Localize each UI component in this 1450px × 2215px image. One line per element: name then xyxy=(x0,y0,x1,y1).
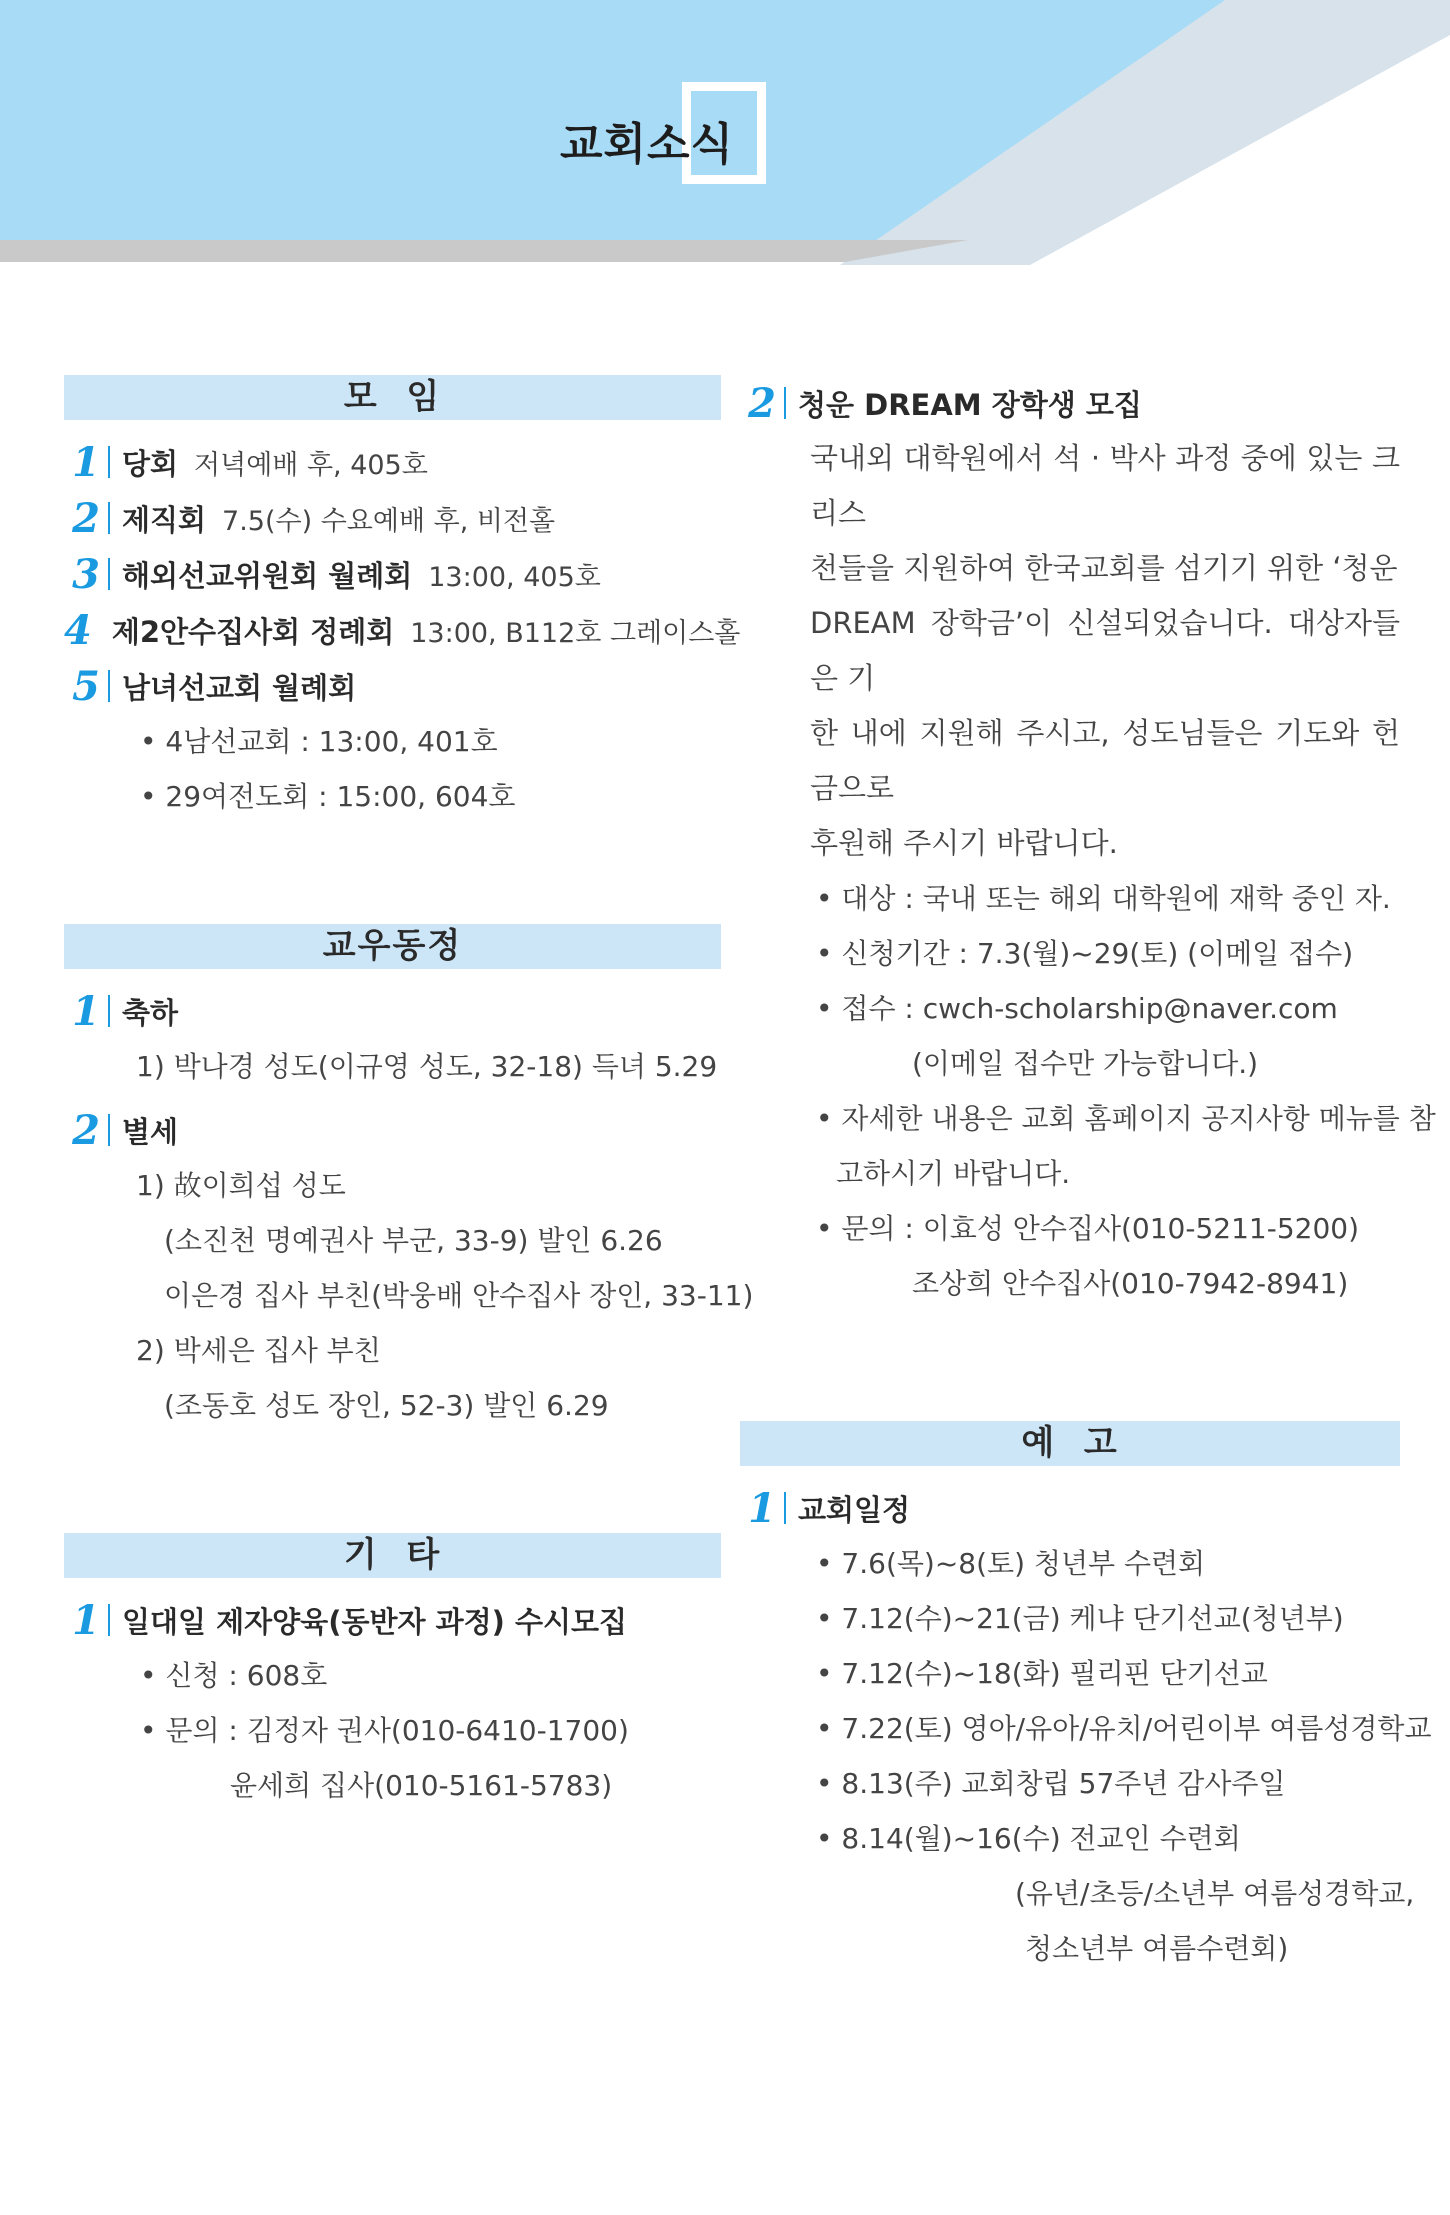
paragraph-line: 국내외 대학원에서 석 · 박사 과정 중에 있는 크리스 xyxy=(810,441,1400,530)
list-item: (이메일 접수만 가능합니다.) xyxy=(912,1047,1259,1080)
list-item: 1) 故이희섭 성도 xyxy=(136,1169,346,1202)
item-number: 1 xyxy=(72,1596,100,1644)
list-item: 조상희 안수집사(010-7942-8941) xyxy=(912,1267,1349,1300)
list-item: • 자세한 내용은 교회 홈페이지 공지사항 메뉴를 참 xyxy=(740,1091,1400,1146)
schedule-item: • 7.6(목)~8(토) 청년부 수련회 xyxy=(740,1536,1400,1591)
divider xyxy=(108,1114,110,1146)
list-item: 이은경 집사 부친(박웅배 안수집사 장인, 33-11) xyxy=(164,1279,754,1312)
item-number: 2 xyxy=(72,1106,100,1154)
schedule-item: • 7.12(수)~18(화) 필리핀 단기선교 xyxy=(740,1646,1400,1701)
item-detail: 13:00, 405호 xyxy=(428,561,601,593)
item-number: 1 xyxy=(72,438,100,486)
list-item: • 4남선교회 : 13:00, 401호 xyxy=(64,714,721,769)
divider xyxy=(108,502,110,534)
paragraph-line: 후원해 주시기 바랍니다. xyxy=(810,826,1118,860)
item-detail: 저녁예배 후, 405호 xyxy=(194,449,428,481)
item-title: 일대일 제자양육(동반자 과정) 수시모집 xyxy=(122,1604,628,1639)
section-header-gita: 기 타 xyxy=(64,1533,721,1578)
item-title: 청운 DREAM 장학생 모집 xyxy=(798,387,1142,422)
schedule-item-continued: 청소년부 여름수련회) xyxy=(1025,1932,1289,1965)
item-detail: 13:00, B112호 그레이스홀 xyxy=(410,617,741,649)
scholarship-paragraph xyxy=(740,431,1400,871)
right-column xyxy=(740,375,1436,1976)
moim-item-2 xyxy=(64,490,721,546)
divider xyxy=(108,670,110,702)
gyowoo-item-2 xyxy=(64,1102,721,1158)
list-item: • 접수 : cwch-scholarship@naver.com xyxy=(740,981,1400,1036)
item-number: 2 xyxy=(72,494,100,542)
gita-item-1 xyxy=(64,1592,721,1648)
paragraph-line: 천들을 지원하여 한국교회를 섬기기 위한 ‘청운 xyxy=(810,551,1398,585)
list-item: (조동호 성도 장인, 52-3) 발인 6.29 xyxy=(164,1389,609,1422)
moim-item-4 xyxy=(64,602,741,658)
schedule-item: • 8.14(월)~16(수) 전교인 수련회 xyxy=(740,1811,1400,1866)
item-title: 당회 xyxy=(122,446,179,481)
scholarship-item xyxy=(740,375,1400,431)
moim-item-1 xyxy=(64,434,721,490)
item-title: 교회일정 xyxy=(798,1492,911,1527)
left-column xyxy=(64,375,754,1813)
list-item: 윤세희 집사(010-5161-5783) xyxy=(230,1769,613,1802)
divider xyxy=(108,446,110,478)
schedule-item: • 7.22(토) 영아/유아/유치/어린이부 여름성경학교 xyxy=(740,1701,1400,1756)
yego-item-1 xyxy=(740,1480,1400,1536)
item-number: 3 xyxy=(72,550,100,598)
item-detail: 7.5(수) 수요예배 후, 비전홀 xyxy=(222,505,556,537)
item-title: 축하 xyxy=(122,995,179,1030)
item-number: 1 xyxy=(72,987,100,1035)
divider xyxy=(108,1604,110,1636)
section-header-moim: 모 임 xyxy=(64,375,721,420)
moim-item-3 xyxy=(64,546,721,602)
gyowoo-item-1 xyxy=(64,983,721,1039)
divider xyxy=(784,387,786,419)
item-title: 제직회 xyxy=(122,502,207,537)
schedule-item-continued: (유년/초등/소년부 여름성경학교, xyxy=(1015,1877,1415,1910)
list-item: • 신청기간 : 7.3(월)~29(토) (이메일 접수) xyxy=(740,926,1400,981)
item-number: 5 xyxy=(72,662,100,710)
item-title: 별세 xyxy=(122,1114,179,1149)
item-title: 해외선교위원회 월례회 xyxy=(122,558,413,593)
list-item: • 문의 : 김정자 권사(010-6410-1700) xyxy=(64,1703,721,1758)
item-number: 4 xyxy=(64,606,92,654)
schedule-item: • 7.12(수)~21(금) 케냐 단기선교(청년부) xyxy=(740,1591,1400,1646)
item-number: 1 xyxy=(748,1484,776,1532)
paragraph-line: DREAM 장학금’이 신설되었습니다. 대상자들은 기 xyxy=(810,606,1400,695)
item-title: 남녀선교회 월례회 xyxy=(122,670,357,705)
page-title: 교회소식 xyxy=(560,119,735,170)
list-item: • 29여전도회 : 15:00, 604호 xyxy=(64,769,721,824)
list-item: 1) 박나경 성도(이규영 성도, 32-18) 득녀 5.29 xyxy=(136,1050,718,1083)
item-title: 제2안수집사회 정례회 xyxy=(111,614,395,649)
list-item: 고하시기 바랍니다. xyxy=(836,1157,1071,1190)
divider xyxy=(108,558,110,590)
list-item: 2) 박세은 집사 부친 xyxy=(136,1334,381,1367)
list-item: • 신청 : 608호 xyxy=(64,1648,721,1703)
divider xyxy=(784,1492,786,1524)
list-item: • 문의 : 이효성 안수집사(010-5211-5200) xyxy=(740,1201,1400,1256)
section-header-yego: 예 고 xyxy=(740,1421,1400,1466)
header-banner xyxy=(0,0,1450,265)
schedule-item: • 8.13(주) 교회창립 57주년 감사주일 xyxy=(740,1756,1400,1811)
divider xyxy=(108,995,110,1027)
section-header-gyowoo: 교우동정 xyxy=(64,924,721,969)
list-item: • 대상 : 국내 또는 해외 대학원에 재학 중인 자. xyxy=(740,871,1400,926)
item-number: 2 xyxy=(748,379,776,427)
list-item: (소진천 명예권사 부군, 33-9) 발인 6.26 xyxy=(164,1224,663,1257)
paragraph-line: 한 내에 지원해 주시고, 성도님들은 기도와 헌금으로 xyxy=(810,716,1400,805)
moim-item-5 xyxy=(64,658,721,714)
